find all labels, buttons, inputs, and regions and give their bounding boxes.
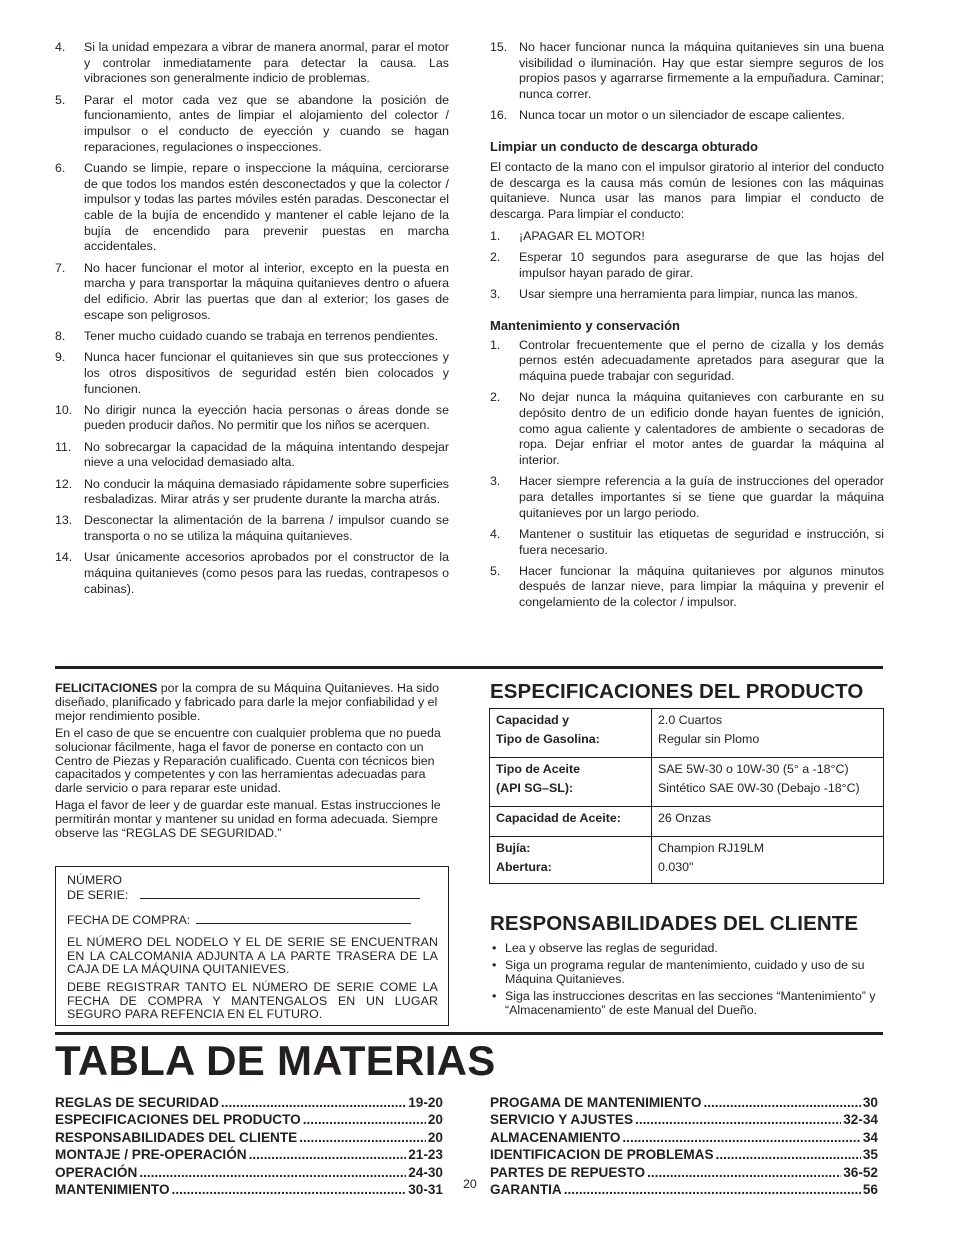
- toc-entry[interactable]: ESPECIFICACIONES DEL PRODUCTO ..... 20: [55, 1111, 443, 1128]
- safety-rules-right: [490, 40, 884, 616]
- toc-entry[interactable]: ALMACENAMIENTO ..... 34: [490, 1129, 878, 1146]
- spec-value: Champion RJ19LM 0.030": [652, 837, 884, 884]
- toc-entry[interactable]: MONTAJE / PRE-OPERACIÓN ..... 21-23: [55, 1146, 443, 1163]
- congrats-paragraph-2: En el caso de que se encuentre con cualquier problema que no pueda solucionar fácilmente, haga el favor de ponerse en contacto con un Centro de Piezas y Reparación cualificado. Cuenta con técnicos bien capacitados y competentes y con las herramientas adecuadas para darle servicio o para reparar este unidad.: [55, 725, 441, 796]
- serial-number-blank[interactable]: [140, 887, 420, 899]
- toc-entry[interactable]: RESPONSABILIDADES DEL CLIENTE ..... 20: [55, 1129, 443, 1146]
- list-item: 12. No conducir la máquina demasiado rápidamente sobre superficies resbaladizas. Mirar atrás y ser prudente durante la marcha atrás.: [55, 476, 449, 507]
- spec-label: Tipo de Aceite (API SG–SL):: [490, 758, 652, 807]
- safety-rules-left: [55, 40, 449, 603]
- list-item: 7. No hacer funcionar el motor al interior, excepto en la puesta en marcha y para transportar la máquina quitanieves dentro o afuera del edificio. Abrir las puertas que dan al exterior; los gases de escape son peligrosos.: [55, 260, 449, 322]
- toc-entry[interactable]: SERVICIO Y AJUSTES ..... 32-34: [490, 1111, 878, 1128]
- spec-value: SAE 5W-30 o 10W-30 (5° a -18°C) Sintético SAE 0W-30 (Debajo -18°C): [652, 758, 884, 807]
- chute-heading: Limpiar un conducto de descarga obturado: [490, 139, 758, 155]
- safety-rules-list-left: [55, 40, 449, 598]
- responsibilities-block: [490, 942, 880, 1021]
- serial-register-note: DEBE REGISTRAR TANTO EL NÚMERO DE SERIE COME LA FECHA DE COMPRA Y MANTENGALOS EN UN LUGAR SEGURO PARA REFENCIA EN EL FUTURO.: [67, 980, 438, 1022]
- specs-table: [489, 708, 884, 884]
- list-item: 1. Controlar frecuentemente que el perno de cizalla y los demás pernos estén adecuadamente apretados para asegurar que la máquina puede trabajar con seguridad.: [490, 337, 884, 384]
- purchase-date-blank[interactable]: [196, 912, 411, 924]
- list-item: 4. Si la unidad empezara a vibrar de manera anormal, parar el motor y controlar inmediatamente para detectar la causa. Las vibraciones son generalmente indicio de problemas.: [55, 40, 449, 86]
- toc-entry[interactable]: MANTENIMIENTO ..... 30-31: [55, 1181, 443, 1198]
- toc-title: TABLA DE MATERIAS: [55, 1037, 496, 1084]
- list-item: 4. Mantener o sustituir las etiquetas de seguridad e instrucción, si fuera necesario.: [490, 526, 884, 557]
- list-item: 11. No sobrecargar la capacidad de la máquina intentando despejar nieve a una velocidad demasiado alta.: [55, 439, 449, 470]
- list-item: 10. No dirigir nunca la eyección hacia personas o áreas donde se pueden producir daños. No permitir que los niños se acerquen.: [55, 402, 449, 433]
- toc-entry[interactable]: PROGAMA DE MANTENIMIENTO ..... 30: [490, 1094, 878, 1111]
- congratulations-block: [55, 682, 445, 841]
- list-item: 14. Usar únicamente accesorios aprobados por el constructor de la máquina quitanieves (como pesos para las ruedas, contrapesos o cabinas).: [55, 550, 449, 596]
- safety-rules-list-right: [490, 40, 884, 124]
- specs-heading: ESPECIFICACIONES DEL PRODUCTO: [490, 680, 864, 703]
- list-item: 9. Nunca hacer funcionar el quitanieves sin que sus protecciones y los otros dispositivos de seguridad estén bien colocados y funcionen.: [55, 350, 449, 396]
- list-item: 13. Desconectar la alimentación de la barrena / impulsor cuando se transporta o no se utiliza la máquina quitanieves.: [55, 513, 449, 544]
- toc-entry[interactable]: OPERACIÓN ..... 24-30: [55, 1164, 443, 1181]
- spec-label: Capacidad de Aceite:: [490, 807, 652, 837]
- list-item: 2. Esperar 10 segundos para asegurarse de que las hojas del impulsor hayan parado de girar.: [490, 250, 884, 280]
- congrats-paragraph-1: FELICITACIONES por la compra de su Máquina Quitanieves. Ha sido diseñado, planificado y fabricado para darle la mejor confiabilidad y el mejor rendimiento posible.: [55, 681, 440, 723]
- congrats-paragraph-3: Haga el favor de leer y de guardar este manual. Estas instrucciones le permitirán montar y mantener su unidad en forma adecuada. Siempre observe las “REGLAS DE SEGURIDAD.”: [55, 798, 441, 841]
- list-item: 3. Usar siempre una herramienta para limpiar, nunca las manos.: [490, 286, 858, 301]
- list-item: • Siga un programa regular de mantenimiento, cuidado y uso de su Máquina Quitanieves.: [492, 957, 865, 986]
- list-item: 8. Tener mucho cuidado cuando se trabaja en terrenos pendientes.: [55, 328, 439, 343]
- table-row: [490, 709, 884, 758]
- table-row: [490, 807, 884, 837]
- page-number: 20: [463, 1177, 477, 1191]
- table-row: [490, 758, 884, 807]
- spec-value: 2.0 Cuartos Regular sin Plomo: [652, 709, 884, 758]
- toc-entry[interactable]: GARANTIA ..... 56: [490, 1181, 878, 1198]
- toc-entry[interactable]: REGLAS DE SECURIDAD ..... 19-20: [55, 1094, 443, 1111]
- maintenance-list: [490, 338, 884, 611]
- list-item: 16. Nunca tocar un motor o un silenciador de escape calientes.: [490, 108, 845, 123]
- maintenance-heading: Mantenimiento y conservación: [490, 317, 680, 333]
- list-item: 3. Hacer siempre referencia a la guía de instrucciones del operador para detalles importantes si se tiene que guardar la máquina quitanieves por un largo periodo.: [490, 474, 884, 520]
- list-item: 1. ¡APAGAR EL MOTOR!: [490, 228, 645, 243]
- chute-intro: El contacto de la mano con el impulsor giratorio al interior del conducto de descarga es la causa más común de lesiones con las máquinas quitanieve. Nunca usar las manos para limpiar el conducto de descarga. Para limpiar el conducto:: [490, 160, 884, 222]
- list-item: 6. Cuando se limpie, repare o inspeccione la máquina, cerciorarse de que todos los mandos estén desconectados y que la colector / impulsor y todas las partes móviles estén paradas. Desconectar el cable de la bujía de encendido y mantener el cable lejano de la bujía de encendido para prevenir puestas en marcha accidentales.: [55, 160, 449, 254]
- toc-entry[interactable]: PARTES DE REPUESTO ..... 36-52: [490, 1164, 878, 1181]
- spec-value: 26 Onzas: [652, 807, 884, 837]
- list-item: • Siga las instrucciones descritas en las secciones “Mantenimiento” y “Almacenamiento” de este Manual del Dueño.: [492, 988, 876, 1017]
- list-item: 5. Parar el motor cada vez que se abandone la posición de funcionamiento, antes de limpiar el alojamiento del colector / impulsor o el conducto de eyección y cuando se hagan reparaciones, regulaciones o inspecciones.: [55, 92, 449, 154]
- list-item: 15. No hacer funcionar nunca la máquina quitanieves sin una buena visibilidad o iluminación. Hay que estar siempre seguros de los propios pasos y agarrarse firmemente a la empuñadura. Caminar; nunca correr.: [490, 40, 884, 102]
- serial-location-note: EL NÚMERO DEL NODELO Y EL DE SERIE SE ENCUENTRAN EN LA CALCOMANIA ADJUNTA A LA PARTE TRASERA DE LA CAJA DE LA MÁQUINA QUITANIEVES.: [67, 935, 438, 977]
- spec-label: Capacidad y Tipo de Gasolina:: [490, 709, 652, 758]
- table-row: [490, 837, 884, 884]
- list-item: 5. Hacer funcionar la máquina quitanieves por algunos minutos después de lanzar nieve, para limpiar la máquina y prevenir el congelamiento de la colector / impulsor.: [490, 563, 884, 610]
- purchase-date-field: FECHA DE COMPRA:: [67, 912, 438, 927]
- responsibilities-list: [490, 942, 880, 1018]
- divider-top: [55, 666, 883, 669]
- divider-bottom: [55, 1032, 883, 1035]
- chute-steps: [490, 229, 884, 303]
- serial-number-box: [55, 866, 449, 1026]
- list-item: 2. No dejar nunca la máquina quitanieves con carburante en su depósito dentro de un edificio donde hayan fuentes de ignición, como agua caliente y calentadores de ambiente o secadoras de ropa. Dejar enfriar el motor antes de guardar la máquina al interior.: [490, 390, 884, 468]
- list-item: • Lea y observe las reglas de seguridad.: [492, 941, 718, 955]
- spec-label: Bujía: Abertura:: [490, 837, 652, 884]
- toc-left: [55, 1094, 443, 1198]
- responsibilities-heading: RESPONSABILIDADES DEL CLIENTE: [490, 912, 859, 935]
- serial-number-field: DE SERIE:: [67, 887, 438, 902]
- toc-entry[interactable]: IDENTIFICACION DE PROBLEMAS ..... 35: [490, 1146, 878, 1163]
- toc-right: [490, 1094, 878, 1198]
- serial-label-line-1: NÚMERO: [67, 873, 123, 887]
